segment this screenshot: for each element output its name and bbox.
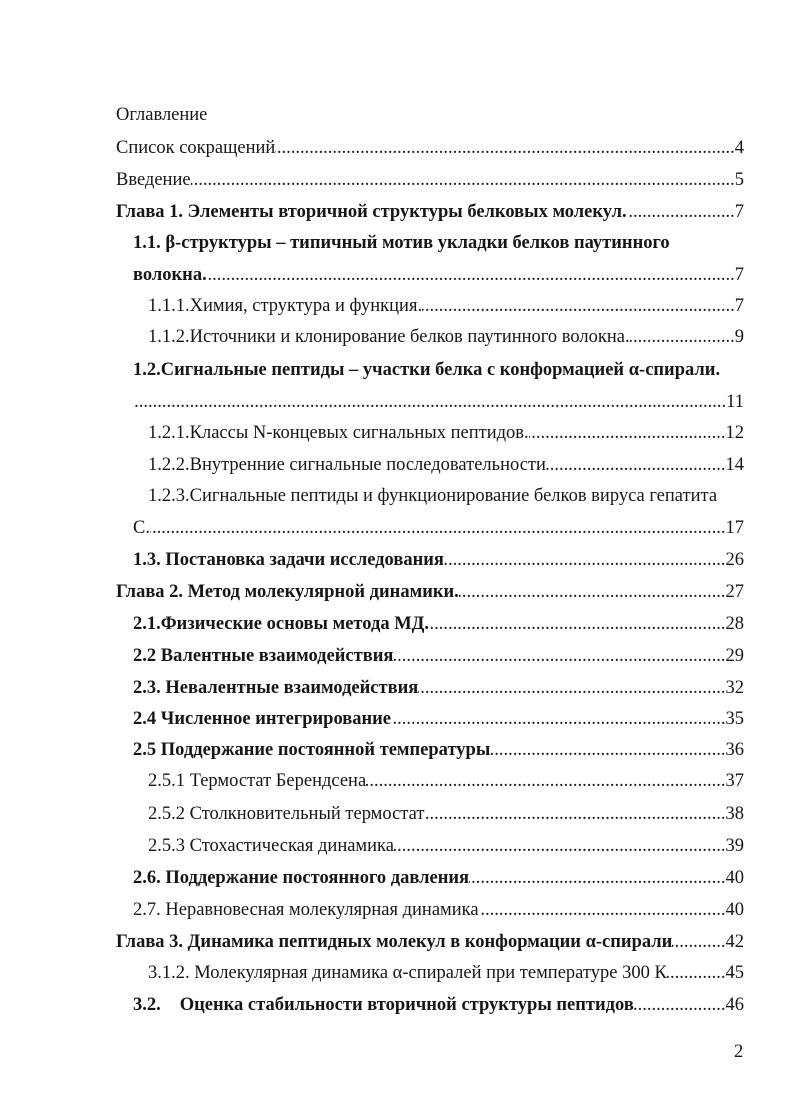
toc-page-number: 5 [734,170,744,190]
toc-entry-section-2-3 [133,677,744,699]
toc-entry-title: 2.5.3 Стохастическая динамика [148,836,394,856]
toc-entry-chapter-2 [116,581,744,603]
toc-entry-section-2-5-2 [148,803,744,825]
dot-leader [133,391,726,413]
dot-leader [394,835,726,857]
toc-entry-title: Глава 3. Динамика пептидных молекул в конформации α-спирали [116,932,673,952]
toc-page-number: 9 [734,327,744,347]
toc-page-number: 11 [726,392,744,412]
toc-entry-title: Глава 2. Метод молекулярной динамики. [116,582,459,602]
toc-entry-title: Введение [116,170,191,190]
dot-leader [627,201,735,223]
toc-entry-title: Оценка стабильности вторичной структуры пептидов [179,995,634,1015]
toc-entry-title: Глава 1. Элементы вторичной структуры белковых молекул. [116,202,627,222]
toc-entry-section-1-1-2 [148,326,744,348]
toc-entry-section-1-2-line1: 1.2.Сигнальные пептиды – участки белка с конформацией α-спирали. [133,360,721,380]
dot-leader [459,581,726,603]
toc-entry-section-1-1-line1: 1.1. β-структуры – типичный мотив укладки белков паутинного [133,233,670,253]
toc-page-number: 45 [725,963,744,983]
toc-page-number: 40 [725,868,744,888]
toc-entry-section-1-2-3-line1: 1.2.3.Сигнальные пептиды и функционирование белков вируса гепатита [148,486,718,506]
dot-leader [418,677,725,699]
toc-page-number: 38 [725,804,744,824]
toc-entry-title: 3.1.2. Молекулярная динамика α-спиралей при температуре 300 К [148,963,667,983]
dot-leader [191,169,735,191]
toc-entry-title: 2.4 Численное интегрирование [133,709,392,729]
toc-entry-title: 2.5.2 Столкновительный термостат [148,804,425,824]
dot-leader [429,613,725,635]
toc-page-number: 26 [725,550,744,570]
toc-entry-section-2-4 [133,708,744,730]
toc-entry-title: 1.2.1.Классы N-концевых сигнальных пептидов. [148,423,529,443]
toc-entry-section-1-1-1 [148,295,744,317]
toc-entry-section-1-2 [133,391,744,413]
dot-leader [529,422,726,444]
toc-entry-title: 1.1.2.Источники и клонирование белков паутинного волокна. [148,327,630,347]
toc-entry-section-2-5 [133,739,744,761]
toc-entry-section-2-5-1 [148,770,744,792]
toc-page-number: 46 [725,995,744,1015]
dot-leader [672,931,725,953]
toc-entry-title: Список сокращений [116,138,276,158]
toc-entry-abbreviations [116,137,744,159]
toc-entry-section-1-1 [133,264,744,286]
toc-page-number: 14 [725,455,744,475]
toc-page-number: 35 [725,709,744,729]
dot-leader [469,867,725,889]
dot-leader [444,549,726,571]
toc-entry-title: 2.7. Неравновесная молекулярная динамика [133,900,479,920]
toc-page-number: 42 [725,932,744,952]
toc-entry-title: 2.5 Поддержание постоянной температуры [133,740,491,760]
toc-entry-title: 1.2.2.Внутренние сигнальные последовательности [148,455,546,475]
dot-leader [150,517,726,539]
dot-leader [490,739,725,761]
toc-entry-title: волокна. [133,265,207,285]
dot-leader [393,645,725,667]
toc-page-number: 37 [725,771,744,791]
toc-entry-section-2-1 [133,613,744,635]
dot-leader [207,264,735,286]
dot-leader [479,899,726,921]
toc-entry-section-2-6 [133,867,744,889]
toc-entry-title: 1.1.1.Химия, структура и функция. [148,296,423,316]
toc-entry-introduction [116,169,744,191]
dot-leader [275,137,734,159]
toc-entry-section-3-1-2 [148,962,744,984]
toc-entry-section-2-5-3 [148,835,744,857]
toc-entry-title: С. [133,518,150,538]
toc-page-number: 27 [725,582,744,602]
toc-heading: Оглавление [116,105,208,125]
toc-entry-section-2-7 [133,899,744,921]
toc-page-number: 28 [725,614,744,634]
toc-page-number: 7 [734,296,744,316]
toc-entry-section-2-2 [133,645,744,667]
toc-page-number: 7 [734,265,744,285]
toc-page-number: 32 [725,678,744,698]
toc-entry-title: 2.3. Невалентные взаимодействия [133,678,419,698]
toc-entry-chapter-3 [116,931,744,953]
dot-leader [667,962,726,984]
toc-entry-chapter-1 [116,201,744,223]
dot-leader [422,295,735,317]
toc-page-number: 29 [725,646,744,666]
toc-entry-title: 1.3. Постановка задачи исследования [133,550,444,570]
toc-page-number: 40 [725,900,744,920]
toc-page-number: 12 [725,423,744,443]
toc-entry-section-1-2-2 [148,454,744,476]
toc-entry-title: 2.6. Поддержание постоянного давления [133,868,470,888]
toc-page-number: 7 [734,202,744,222]
toc-page-number: 17 [725,518,744,538]
toc-page-number: 4 [734,138,744,158]
toc-entry-title: 2.1.Физические основы метода МД. [133,614,430,634]
toc-entry-section-1-3 [133,549,744,571]
toc-entry-section-1-2-3 [133,517,744,539]
toc-page-number: 39 [725,836,744,856]
page-number: 2 [734,1042,744,1062]
dot-leader [546,454,726,476]
toc-entry-number: 3.2. [133,995,161,1015]
dot-leader [634,994,726,1016]
toc-entry-section-3-2 [133,994,744,1016]
dot-leader [391,708,725,730]
dot-leader [366,770,725,792]
toc-page-number: 36 [725,740,744,760]
toc-entry-section-1-2-1 [148,422,744,444]
dot-leader [630,326,735,348]
dot-leader [424,803,725,825]
toc-entry-title: 2.5.1 Термостат Берендсена [148,771,367,791]
toc-entry-title: 2.2 Валентные взаимодействия [133,646,394,666]
